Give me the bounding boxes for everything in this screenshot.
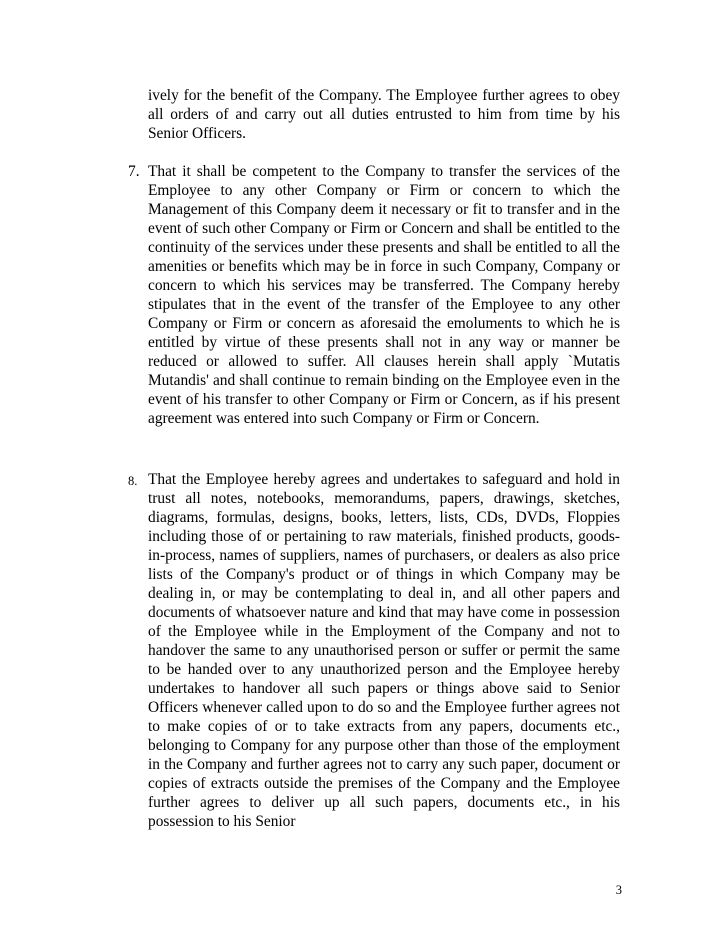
page-number: 3 — [615, 883, 622, 897]
paragraph-continuation: ively for the benefit of the Company. The Employee further agrees to obey all orders of and carry out all duties entrusted to him from time by his Senior Officers. — [148, 87, 620, 142]
clause-7-text: That it shall be competent to the Company to transfer the services of the Employee to any other Company or Firm or concern to which the Management of this Company deem it necessary or fit to transfer and in the event of such other Company or Firm or Concern and shall be entitled to the continuity of the services under these presents and shall be entitled to all the amenities or benefits which may be in force in such Company, Company or concern to which his services may be transferred. The Company hereby stipulates that in the event of the transfer of the Employee to any other Company or Firm or concern as aforesaid the emoluments to which he is entitled by virtue of these presents shall not in any way or manner be reduced or allowed to suffer. All clauses herein shall apply `Mutatis Mutandis' and shall continue to remain binding on the Employee even in the event of his transfer to other Company or Firm or Concern, as if his present agreement was entered into such Company or Firm or Concern. — [148, 163, 620, 427]
clause-8-text: That the Employee hereby agrees and undertakes to safeguard and hold in trust all notes, notebooks, memorandums, papers, drawings, sketches, diagrams, formulas, designs, books, letters, lists, CDs, DVDs, Floppies including those of or pertaining to raw materials, finished products, goods-in-process, names of suppliers, names of purchasers, or dealers as also price lists of the Company's product or of things in which Company may be dealing in, or may be contemplating to deal in, and all other papers and documents of whatsoever nature and kind that may have come in possession of the Employee while in the Employment of the Company and not to handover the same to any unauthorised person or suffer or permit the same to be handed over to any unauthorized person and the Employee hereby undertakes to handover all such papers or things above said to Senior Officers whenever called upon to do so and the Employee further agrees not to make copies of or to take extracts from any papers, documents etc., belonging to Company for any purpose other than those of the employment in the Company and further agrees not to carry any such paper, document or copies of extracts outside the premises of the Company and the Employee further agrees to deliver up all such papers, documents etc., in his possession to his Senior — [148, 471, 620, 830]
clause-number-8: 8. — [128, 474, 138, 488]
clause-number-7: 7. — [128, 163, 140, 180]
